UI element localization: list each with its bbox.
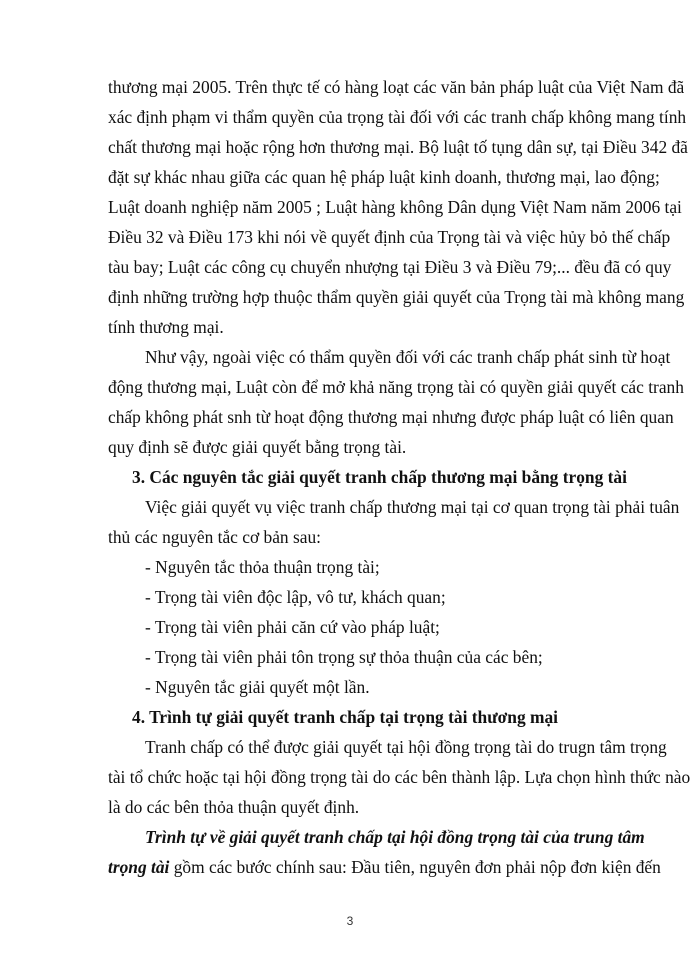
list-item: - Nguyên tắc giải quyết một lần. [145, 677, 370, 697]
paragraph-4-line: Tranh chấp có thể được giải quyết tại hội đồng trọng tài do trugn tâm trọng [145, 737, 667, 757]
list-item: - Trọng tài viên phải tôn trọng sự thỏa thuận của các bên; [145, 647, 543, 667]
paragraph-2-line: quy định sẽ được giải quyết bằng trọng tài. [108, 437, 407, 457]
paragraph-1-line: Điều 32 và Điều 173 khi nói về quyết định của Trọng tài và việc hủy bỏ thế chấp [108, 227, 671, 247]
paragraph-5-text: gồm các bước chính sau: Đầu tiên, nguyên đơn phải nộp đơn kiện đến [169, 857, 661, 877]
paragraph-3-line: thủ các nguyên tắc cơ bản sau: [108, 527, 321, 547]
paragraph-4-line: tài tổ chức hoặc tại hội đồng trọng tài do các bên thành lập. Lựa chọn hình thức nào [108, 767, 691, 787]
paragraph-1-line: thương mại 2005. Trên thực tế có hàng loạt các văn bản pháp luật của Việt Nam đã [108, 77, 685, 97]
paragraph-1-line: Luật doanh nghiệp năm 2005 ; Luật hàng không Dân dụng Việt Nam năm 2006 tại [108, 197, 682, 217]
paragraph-1-line: xác định phạm vi thẩm quyền của trọng tài đối với các tranh chấp không mang tính [108, 107, 687, 127]
paragraph-5-line [108, 856, 661, 878]
paragraph-1-line: định những trường hợp thuộc thẩm quyền giải quyết của Trọng tài mà không mang [108, 287, 685, 307]
paragraph-2-line: động thương mại, Luật còn để mở khả năng trọng tài có quyền giải quyết các tranh [108, 377, 684, 397]
paragraph-1-line: chất thương mại hoặc rộng hơn thương mại. Bộ luật tố tụng dân sự, tại Điều 342 đã [108, 137, 688, 157]
paragraph-1-line: đặt sự khác nhau giữa các quan hệ pháp luật kinh doanh, thương mại, lao động; [108, 167, 660, 187]
section-heading-3: 3. Các nguyên tắc giải quyết tranh chấp thương mại bằng trọng tài [132, 467, 627, 487]
section-heading-4: 4. Trình tự giải quyết tranh chấp tại trọng tài thương mại [132, 707, 559, 727]
paragraph-1-line: tàu bay; Luật các công cụ chuyển nhượng tại Điều 3 và Điều 79;... đều đã có quy [108, 257, 672, 277]
paragraph-2-line: Như vậy, ngoài việc có thẩm quyền đối với các tranh chấp phát sinh từ hoạt [145, 347, 671, 367]
list-item: - Trọng tài viên phải căn cứ vào pháp luật; [145, 617, 440, 637]
page-number: 3 [346, 914, 354, 928]
paragraph-5-line: Trình tự về giải quyết tranh chấp tại hội đồng trọng tài của trung tâm [145, 827, 645, 847]
paragraph-2-line: chấp không phát snh từ hoạt động thương mại nhưng được pháp luật có liên quan [108, 407, 674, 427]
emphasis-text: trọng tài [108, 857, 170, 877]
paragraph-4-line: là do các bên thỏa thuận quyết định. [108, 797, 360, 817]
paragraph-3-line: Việc giải quyết vụ việc tranh chấp thương mại tại cơ quan trọng tài phải tuân [145, 497, 680, 517]
list-item: - Trọng tài viên độc lập, vô tư, khách quan; [145, 587, 446, 607]
paragraph-1-line: tính thương mại. [108, 317, 224, 337]
list-item: - Nguyên tắc thỏa thuận trọng tài; [145, 557, 380, 577]
